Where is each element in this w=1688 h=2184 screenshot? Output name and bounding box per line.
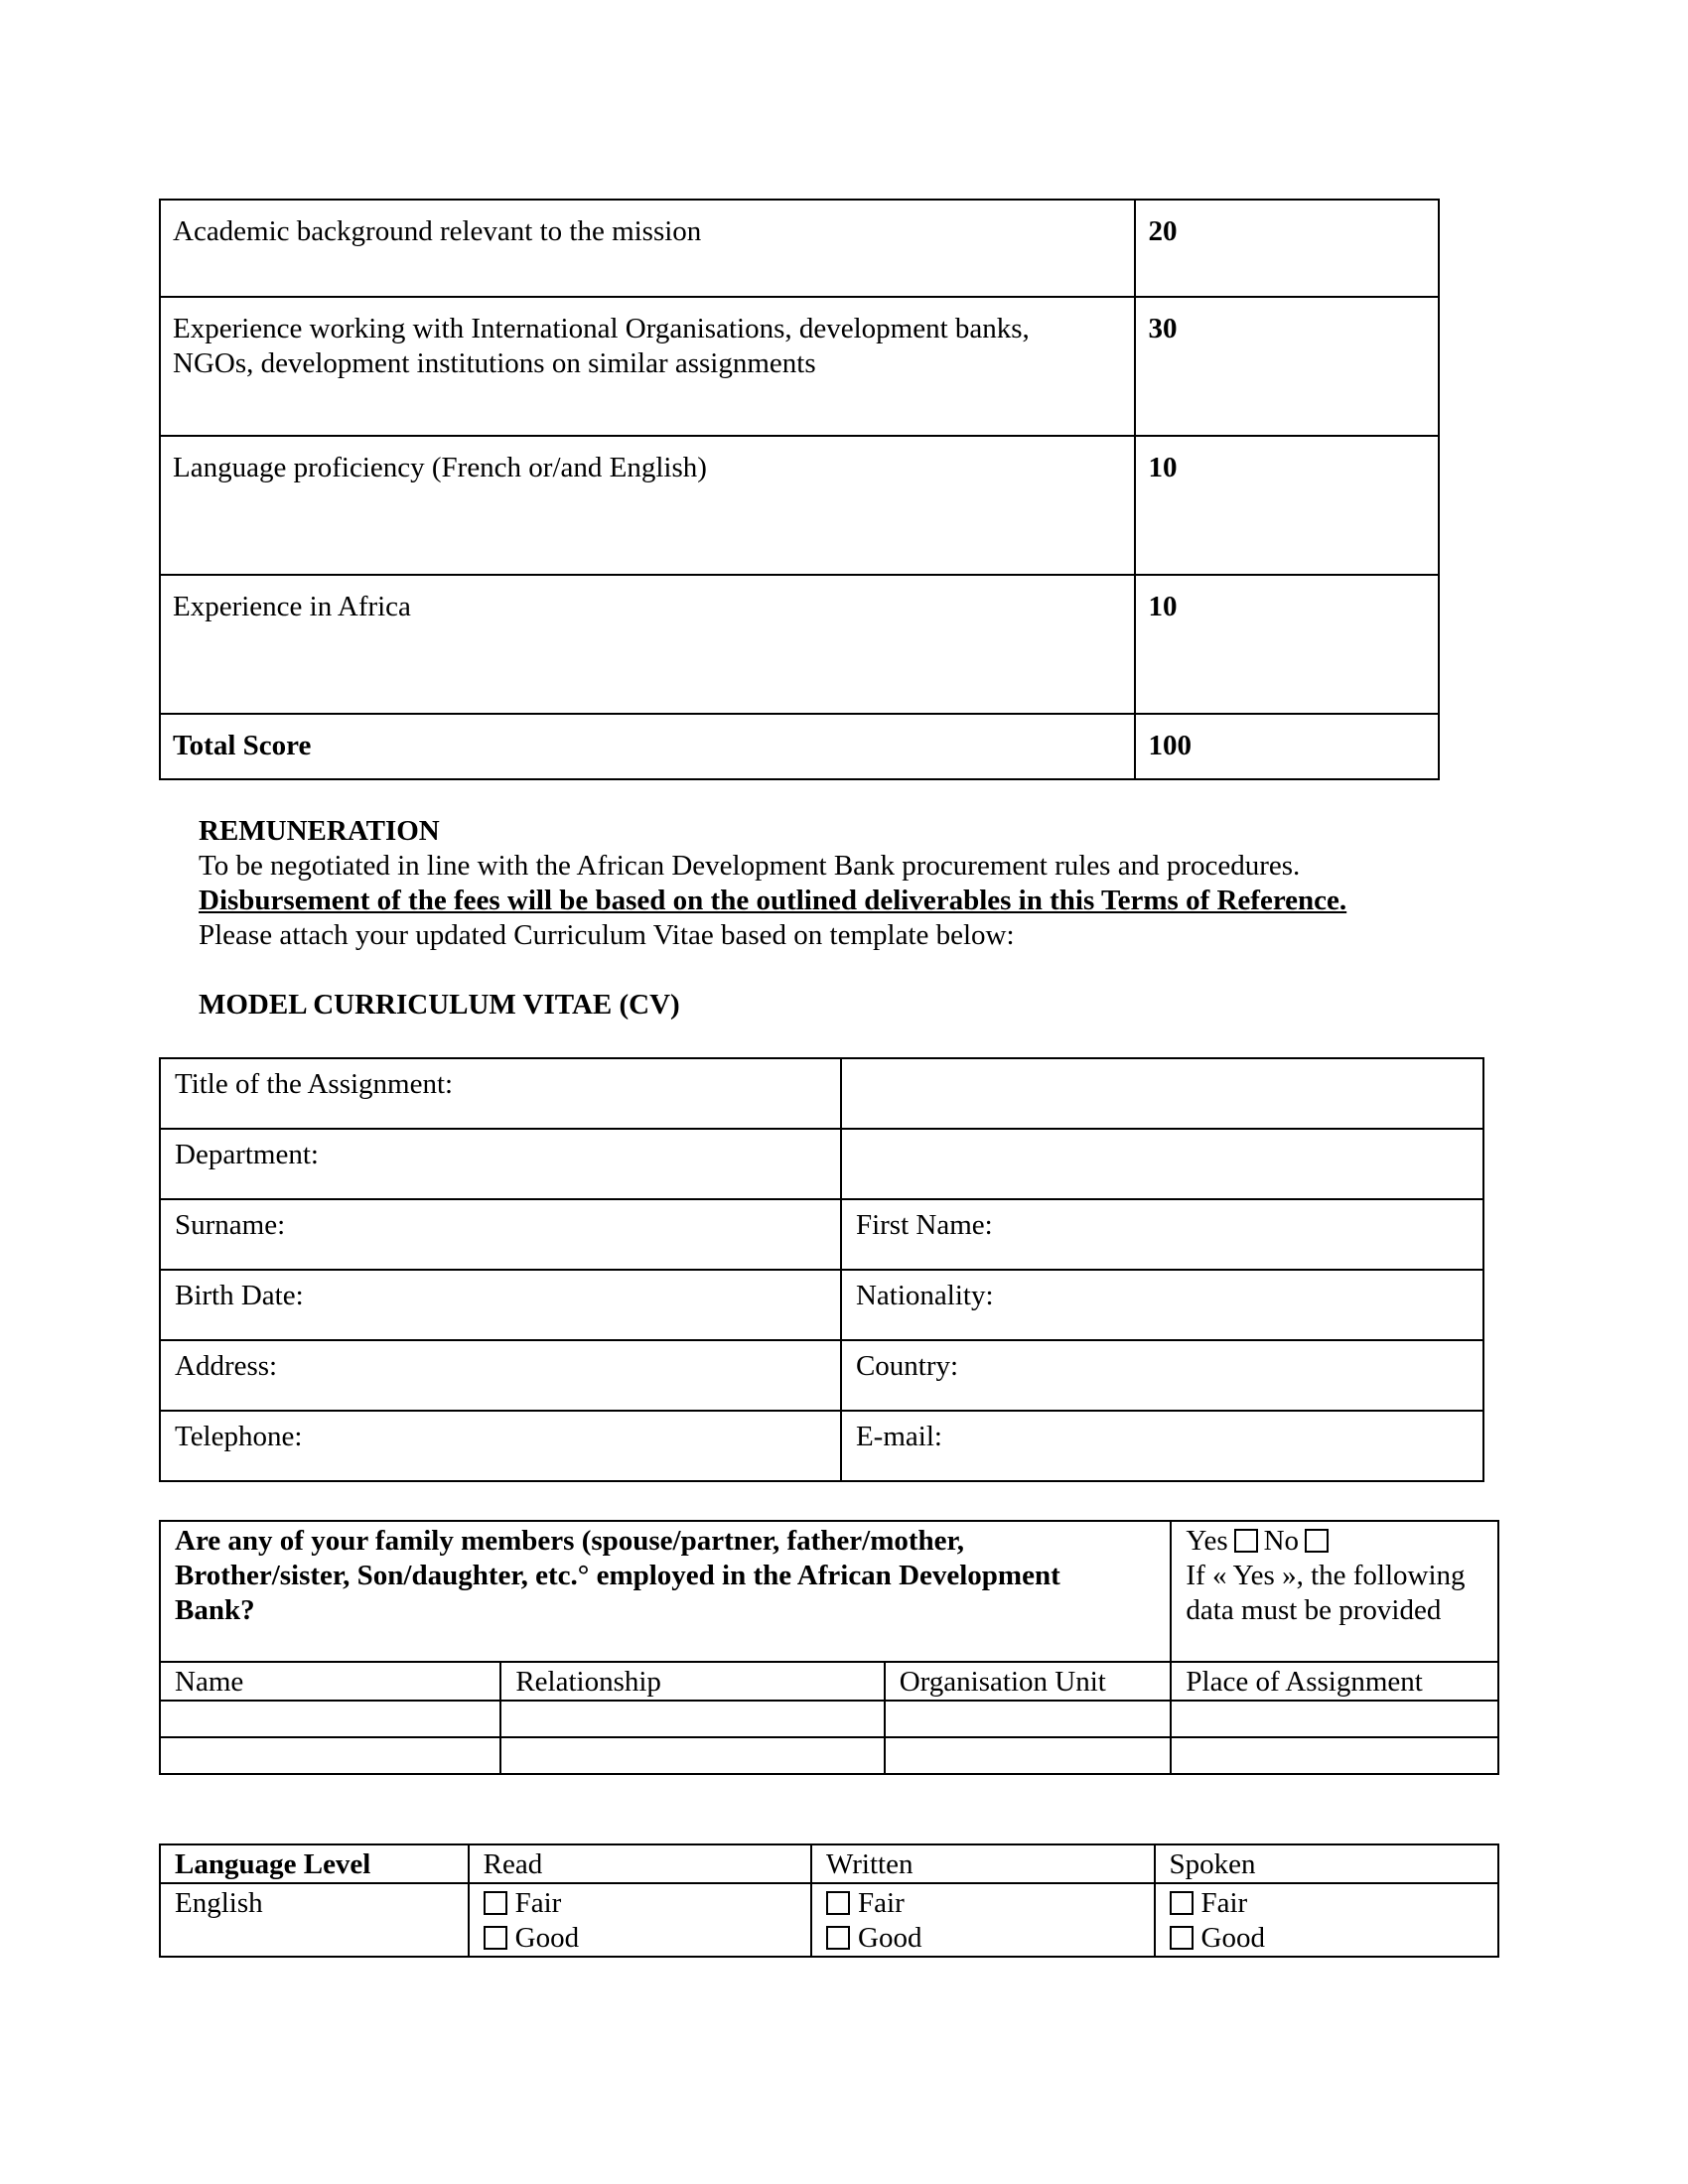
table-row xyxy=(160,1340,1483,1411)
remuneration-line: To be negotiated in line with the African Development Bank procurement rules and procedures. xyxy=(199,850,1301,882)
nationality-field[interactable]: Nationality: xyxy=(841,1270,1483,1340)
place-of-assignment-field[interactable] xyxy=(1171,1737,1498,1774)
remuneration-section xyxy=(199,814,1489,953)
criterion-cell: Academic background relevant to the mission xyxy=(160,200,1135,297)
yes-label: Yes xyxy=(1186,1525,1228,1557)
yes-note: If « Yes », the following data must be provided xyxy=(1186,1560,1466,1626)
written-options xyxy=(811,1883,1154,1957)
cv-table xyxy=(159,1057,1484,1482)
read-options xyxy=(469,1883,811,1957)
column-header: Language Level xyxy=(160,1844,469,1883)
total-value: 100 xyxy=(1135,714,1439,779)
score-cell: 10 xyxy=(1135,575,1439,714)
remuneration-heading: REMUNERATION xyxy=(199,815,440,847)
family-table xyxy=(159,1520,1499,1775)
option-label: Good xyxy=(1200,1922,1265,1954)
address-field[interactable]: Address: xyxy=(160,1340,841,1411)
written-good-checkbox[interactable] xyxy=(826,1926,850,1950)
column-header: Relationship xyxy=(500,1662,884,1701)
written-fair-checkbox[interactable] xyxy=(826,1891,850,1915)
column-header: Written xyxy=(811,1844,1154,1883)
option-label: Fair xyxy=(514,1887,562,1919)
relationship-field[interactable] xyxy=(500,1701,884,1737)
table-row xyxy=(160,1058,1483,1129)
total-row xyxy=(160,714,1439,779)
score-cell: 20 xyxy=(1135,200,1439,297)
telephone-field[interactable]: Telephone: xyxy=(160,1411,841,1481)
spoken-fair-checkbox[interactable] xyxy=(1170,1891,1194,1915)
place-of-assignment-field[interactable] xyxy=(1171,1701,1498,1737)
relationship-field[interactable] xyxy=(500,1737,884,1774)
family-question: Are any of your family members (spouse/partner, father/mother, Brother/sister, Son/daughter, etc.° employed in the African Development Bank? xyxy=(160,1521,1171,1662)
score-cell: 30 xyxy=(1135,297,1439,436)
table-row xyxy=(160,1129,1483,1199)
total-label: Total Score xyxy=(160,714,1135,779)
column-header: Place of Assignment xyxy=(1171,1662,1498,1701)
disbursement-note: Disbursement of the fees will be based on the outlined deliverables in this Terms of Reference. xyxy=(199,885,1347,916)
language-table xyxy=(159,1843,1499,1958)
table-row xyxy=(160,1521,1498,1662)
table-row xyxy=(160,1199,1483,1270)
department-field[interactable] xyxy=(841,1129,1483,1199)
criterion-cell: Language proficiency (French or/and English) xyxy=(160,436,1135,575)
language-name: English xyxy=(160,1883,469,1957)
read-fair-checkbox[interactable] xyxy=(484,1891,507,1915)
option-label: Good xyxy=(514,1922,580,1954)
table-row xyxy=(160,1411,1483,1481)
department-label: Department: xyxy=(160,1129,841,1199)
table-row xyxy=(160,297,1439,436)
cv-instruction: Please attach your updated Curriculum Vitae based on template below: xyxy=(199,919,1015,951)
table-row xyxy=(160,575,1439,714)
table-row xyxy=(160,200,1439,297)
title-of-assignment-label: Title of the Assignment: xyxy=(160,1058,841,1129)
name-field[interactable] xyxy=(160,1737,500,1774)
spoken-good-checkbox[interactable] xyxy=(1170,1926,1194,1950)
yes-no-cell xyxy=(1171,1521,1498,1662)
birth-date-field[interactable]: Birth Date: xyxy=(160,1270,841,1340)
table-row xyxy=(160,1737,1498,1774)
email-field[interactable]: E-mail: xyxy=(841,1411,1483,1481)
table-row xyxy=(160,1883,1498,1957)
scoring-table xyxy=(159,199,1440,780)
read-good-checkbox[interactable] xyxy=(484,1926,507,1950)
surname-field[interactable]: Surname: xyxy=(160,1199,841,1270)
yes-checkbox[interactable] xyxy=(1234,1529,1258,1553)
option-label: Fair xyxy=(1200,1887,1248,1919)
column-header: Read xyxy=(469,1844,811,1883)
score-cell: 10 xyxy=(1135,436,1439,575)
cv-heading: MODEL CURRICULUM VITAE (CV) xyxy=(199,989,680,1021)
option-label: Good xyxy=(858,1922,922,1954)
table-header-row xyxy=(160,1662,1498,1701)
criterion-cell: Experience working with International Organisations, development banks, NGOs, development institutions on similar assignments xyxy=(160,297,1135,436)
column-header: Organisation Unit xyxy=(885,1662,1172,1701)
option-label: Fair xyxy=(858,1887,905,1919)
table-row xyxy=(160,436,1439,575)
table-row xyxy=(160,1270,1483,1340)
organisation-unit-field[interactable] xyxy=(885,1737,1172,1774)
spoken-options xyxy=(1155,1883,1499,1957)
title-of-assignment-field[interactable] xyxy=(841,1058,1483,1129)
no-checkbox[interactable] xyxy=(1305,1529,1329,1553)
table-header-row xyxy=(160,1844,1498,1883)
table-row xyxy=(160,1701,1498,1737)
name-field[interactable] xyxy=(160,1701,500,1737)
first-name-field[interactable]: First Name: xyxy=(841,1199,1483,1270)
criterion-cell: Experience in Africa xyxy=(160,575,1135,714)
column-header: Name xyxy=(160,1662,500,1701)
country-field[interactable]: Country: xyxy=(841,1340,1483,1411)
no-label: No xyxy=(1263,1525,1300,1557)
organisation-unit-field[interactable] xyxy=(885,1701,1172,1737)
column-header: Spoken xyxy=(1155,1844,1499,1883)
